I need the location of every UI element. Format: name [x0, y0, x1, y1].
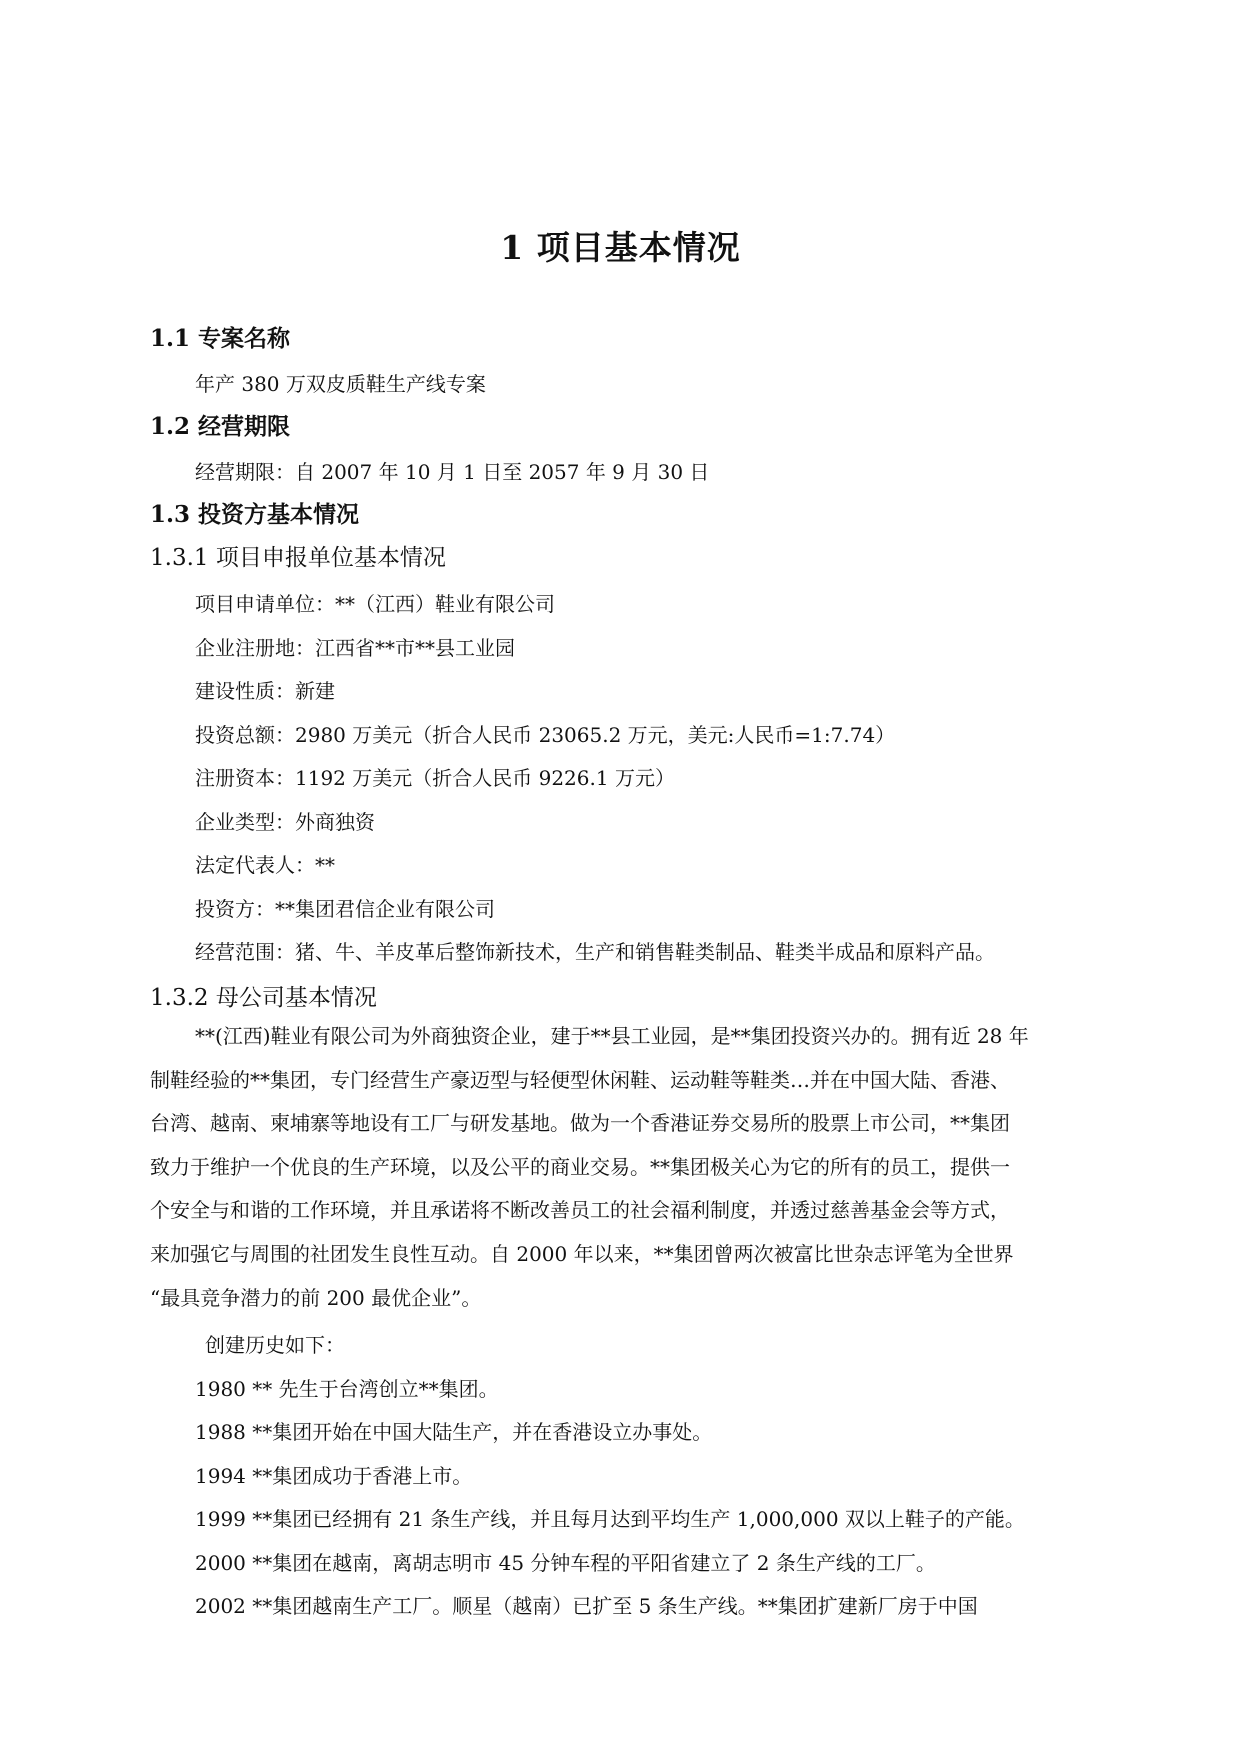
paragraph-line: **(江西)鞋业有限公司为外商独资企业，建于**县工业园，是**集团投资兴办的。拥有近 28 年 [195, 1024, 1029, 1048]
enterprise-type-line: 企业类型：外商独资 [195, 810, 375, 834]
parent-company-paragraph [150, 1015, 1100, 1320]
chapter-title: 1 项目基本情况 [500, 228, 741, 267]
section-1-2-heading: 1.2 经营期限 [150, 413, 291, 440]
paragraph-line: 来加强它与周围的社团发生良性互动。自 2000 年以来，**集团曾两次被富比世杂志评笔为全世界 [150, 1241, 1014, 1266]
history-item: 2002 **集团越南生产工厂。顺星（越南）已扩至 5 条生产线。**集团扩建新厂房于中国 [195, 1594, 978, 1618]
registration-line: 企业注册地：江西省**市**县工业园 [195, 636, 515, 660]
construction-line: 建设性质：新建 [195, 679, 335, 703]
investment-line: 投资总额：2980 万美元（折合人民币 23065.2 万元，美元:人民币=1:7.74） [195, 723, 896, 747]
capital-line: 注册资本：1192 万美元（折合人民币 9226.1 万元） [195, 766, 675, 790]
history-item: 2000 **集团在越南，离胡志明市 45 分钟车程的平阳省建立了 2 条生产线的工厂。 [195, 1551, 936, 1575]
operating-period-text: 经营期限：自 2007 年 10 月 1 日至 2057 年 9 月 30 日 [195, 460, 710, 484]
project-name-text: 年产 380 万双皮质鞋生产线专案 [195, 372, 486, 396]
paragraph-line: 制鞋经验的**集团，专门经营生产豪迈型与轻便型休闲鞋、运动鞋等鞋类…并在中国大陆、香港、 [150, 1067, 1010, 1092]
section-1-1-heading: 1.1 专案名称 [150, 325, 291, 352]
investor-line: 投资方：**集团君信企业有限公司 [195, 897, 495, 921]
section-1-3-2-heading: 1.3.2 母公司基本情况 [150, 985, 377, 1011]
paragraph-line: 台湾、越南、柬埔寨等地设有工厂与研发基地。做为一个香港证券交易所的股票上市公司，**集团 [150, 1111, 1010, 1136]
legal-rep-line: 法定代表人：** [195, 853, 335, 877]
business-scope-line: 经营范围：猪、牛、羊皮革后整饰新技术，生产和销售鞋类制品、鞋类半成品和原料产品。 [195, 940, 995, 964]
history-intro: 创建历史如下： [205, 1333, 345, 1357]
section-1-3-1-heading: 1.3.1 项目申报单位基本情况 [150, 545, 446, 571]
history-item: 1988 **集团开始在中国大陆生产，并在香港设立办事处。 [195, 1420, 713, 1444]
paragraph-line: 个安全与和谐的工作环境，并且承诺将不断改善员工的社会福利制度，并透过慈善基金会等方式， [150, 1198, 1010, 1223]
paragraph-line: 致力于维护一个优良的生产环境，以及公平的商业交易。**集团极关心为它的所有的员工，提供一 [150, 1154, 1010, 1179]
history-item: 1980 ** 先生于台湾创立**集团。 [195, 1377, 499, 1401]
history-item: 1994 **集团成功于香港上市。 [195, 1464, 473, 1488]
section-1-3-heading: 1.3 投资方基本情况 [150, 501, 360, 528]
applicant-line: 项目申请单位：**（江西）鞋业有限公司 [195, 592, 555, 616]
paragraph-line: “最具竞争潜力的前 200 最优企业”。 [150, 1285, 482, 1310]
history-item: 1999 **集团已经拥有 21 条生产线，并且每月达到平均生产 1,000,000 双以上鞋子的产能。 [195, 1507, 1025, 1531]
